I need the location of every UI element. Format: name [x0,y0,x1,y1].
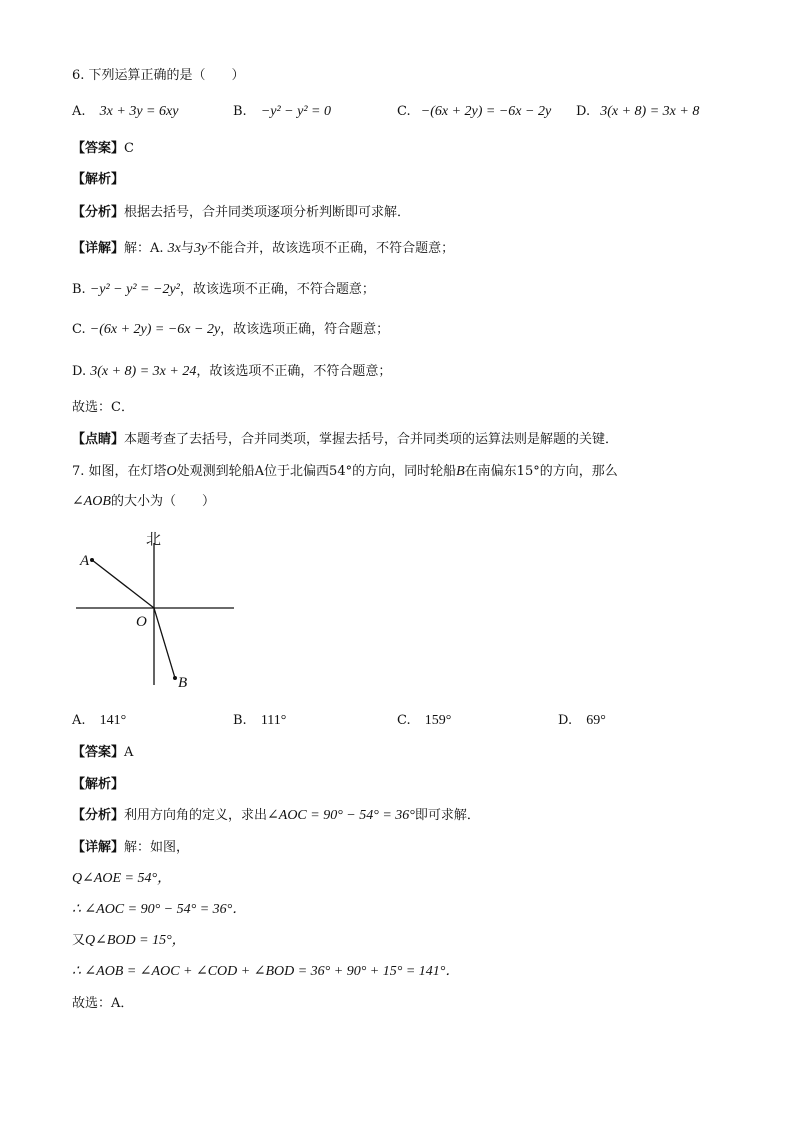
q6-analysis-tag [72,170,124,190]
q7-answer [72,743,133,763]
q7-xiangjie [72,838,189,858]
q6-answer-tag: 【答案】 [72,141,125,156]
q7-option-c-value: 159° [424,713,452,728]
q6-option-b [233,102,331,122]
q7-answer-value: A [124,745,134,760]
q6-option-d-label: D. [576,104,591,119]
q7-stem-part1: 7. 如图，在灯塔 [72,464,167,479]
q6-xiangjie-tag: 【详解】 [72,241,125,256]
q7-option-a-value: 141° [99,713,127,728]
q6-option-a-expr: 3x + 3y = 6xy [99,104,179,119]
q6-line-b-label: B. [72,282,90,297]
q6-line-c-expr: −(6x + 2y) = −6x − 2y [89,322,221,337]
q7-point-a-dot [90,558,94,562]
q7-stem-tail: 的大小为（ ） [110,494,215,509]
q7-ray-ob [154,608,175,678]
q7-direction-figure [72,525,242,695]
q6-answer [72,139,134,159]
q6-xiangjie-pre: 解：A. [124,241,168,256]
q7-option-c-label: C. [397,713,411,728]
q6-line-b [72,280,375,300]
q6-option-b-label: B. [233,104,247,119]
q6-option-d [576,102,699,122]
q7-fenxi [72,806,480,826]
q6-xiangjie-post: 不能合并，故该选项不正确，不符合题意； [207,241,455,256]
q6-line-d-label: D. [72,364,91,379]
q7-option-b-label: B. [233,713,247,728]
q6-xiangjie-mid: 与 [180,241,194,256]
q7-xiangjie-text: 解：如图， [124,840,190,855]
q7-option-a-label: A. [72,713,86,728]
q6-answer-value: C [124,141,134,156]
q6-line-c [72,320,389,340]
q7-stem-point-b: B [456,464,465,479]
q7-choose: 故选：A． [72,996,134,1011]
q7-option-d [558,711,606,731]
q7-option-d-value: 69° [586,713,606,728]
q6-analysis-label: 【解析】 [72,172,125,187]
q6-choose: 故选：C． [72,400,134,415]
q7-point-b-dot [173,676,177,680]
q7-fenxi-pre: 利用方向角的定义，求出 [124,808,268,823]
q7-stem-line1 [72,462,618,482]
q6-option-c-label: C. [397,104,411,119]
q7-step-3-expr: Q∠BOD = 15°， [85,933,186,948]
q7-option-d-label: D. [558,713,573,728]
q6-fenxi-text: 根据去括号，合并同类项逐项分析判断即可求解． [124,205,411,220]
q6-xiangjie-expr1: 3x [167,241,181,256]
q7-analysis-label: 【解析】 [72,777,125,792]
q7-label-o: O [136,614,147,630]
q6-option-b-expr: −y² − y² = 0 [260,104,331,119]
q7-stem-angle: ∠AOB [72,494,111,509]
q7-option-b [233,711,286,731]
q6-option-c [397,102,551,122]
q6-option-c-expr: −(6x + 2y) = −6x − 2y [420,104,552,119]
q7-fenxi-post: 即可求解． [414,808,480,823]
q6-line-d-expr: 3(x + 8) = 3x + 24 [90,364,197,379]
q6-dianjing-tag: 【点睛】 [72,432,125,447]
q7-option-c [397,711,451,731]
q7-option-b-value: 111° [260,713,287,728]
q6-xiangjie-expr2: 3y [193,241,208,256]
q7-step-1: Q∠AOE = 54°， [72,871,172,886]
q6-line-d-text: ，故该选项不正确，不符合题意； [196,364,392,379]
q7-stem-part3: 在南偏东15°的方向，那么 [464,464,618,479]
q6-line-c-text: ，故该选项正确，符合题意； [220,322,390,337]
q7-step-2: ∴ ∠AOC = 90° − 54° = 36°． [72,902,247,917]
q7-north-label: 北 [146,530,162,548]
q6-xiangjie [72,239,454,259]
q7-ray-oa [92,560,154,608]
q7-fenxi-tag: 【分析】 [72,808,125,823]
q6-line-b-text: ，故该选项不正确，不符合题意； [179,282,375,297]
q7-label-b: B [178,675,188,691]
q6-stem: 6. 下列运算正确的是（ ） [72,68,245,83]
q7-stem-line2 [72,492,215,512]
q7-option-a [72,711,126,731]
q7-stem-part2: 处观测到轮船A位于北偏西54°的方向，同时轮船 [176,464,457,479]
q7-step-3 [72,931,186,951]
q7-answer-tag: 【答案】 [72,745,125,760]
q6-line-c-label: C. [72,322,90,337]
q7-label-a: A [80,553,90,569]
q6-fenxi [72,203,410,223]
q6-option-a-label: A. [72,104,86,119]
q6-line-d [72,362,391,382]
q6-fenxi-tag: 【分析】 [72,205,125,220]
q6-dianjing-text: 本题考查了去括号，合并同类项，掌握去括号，合并同类项的运算法则是解题的关键． [124,432,619,447]
q6-dianjing [72,430,618,450]
q7-stem-point-o: O [166,464,177,479]
q6-option-a [72,102,178,122]
q6-line-b-expr: −y² − y² = −2y² [89,282,180,297]
q6-option-d-expr: 3(x + 8) = 3x + 8 [600,104,700,119]
q7-analysis-tag [72,775,124,795]
q7-step-3-pre: 又 [72,933,86,948]
q7-step-4: ∴ ∠AOB = ∠AOC + ∠COD + ∠BOD = 36° + 90° + 15° = 141°． [72,964,460,979]
q7-fenxi-expr: ∠AOC = 90° − 54° = 36° [267,808,415,823]
q7-xiangjie-tag: 【详解】 [72,840,125,855]
